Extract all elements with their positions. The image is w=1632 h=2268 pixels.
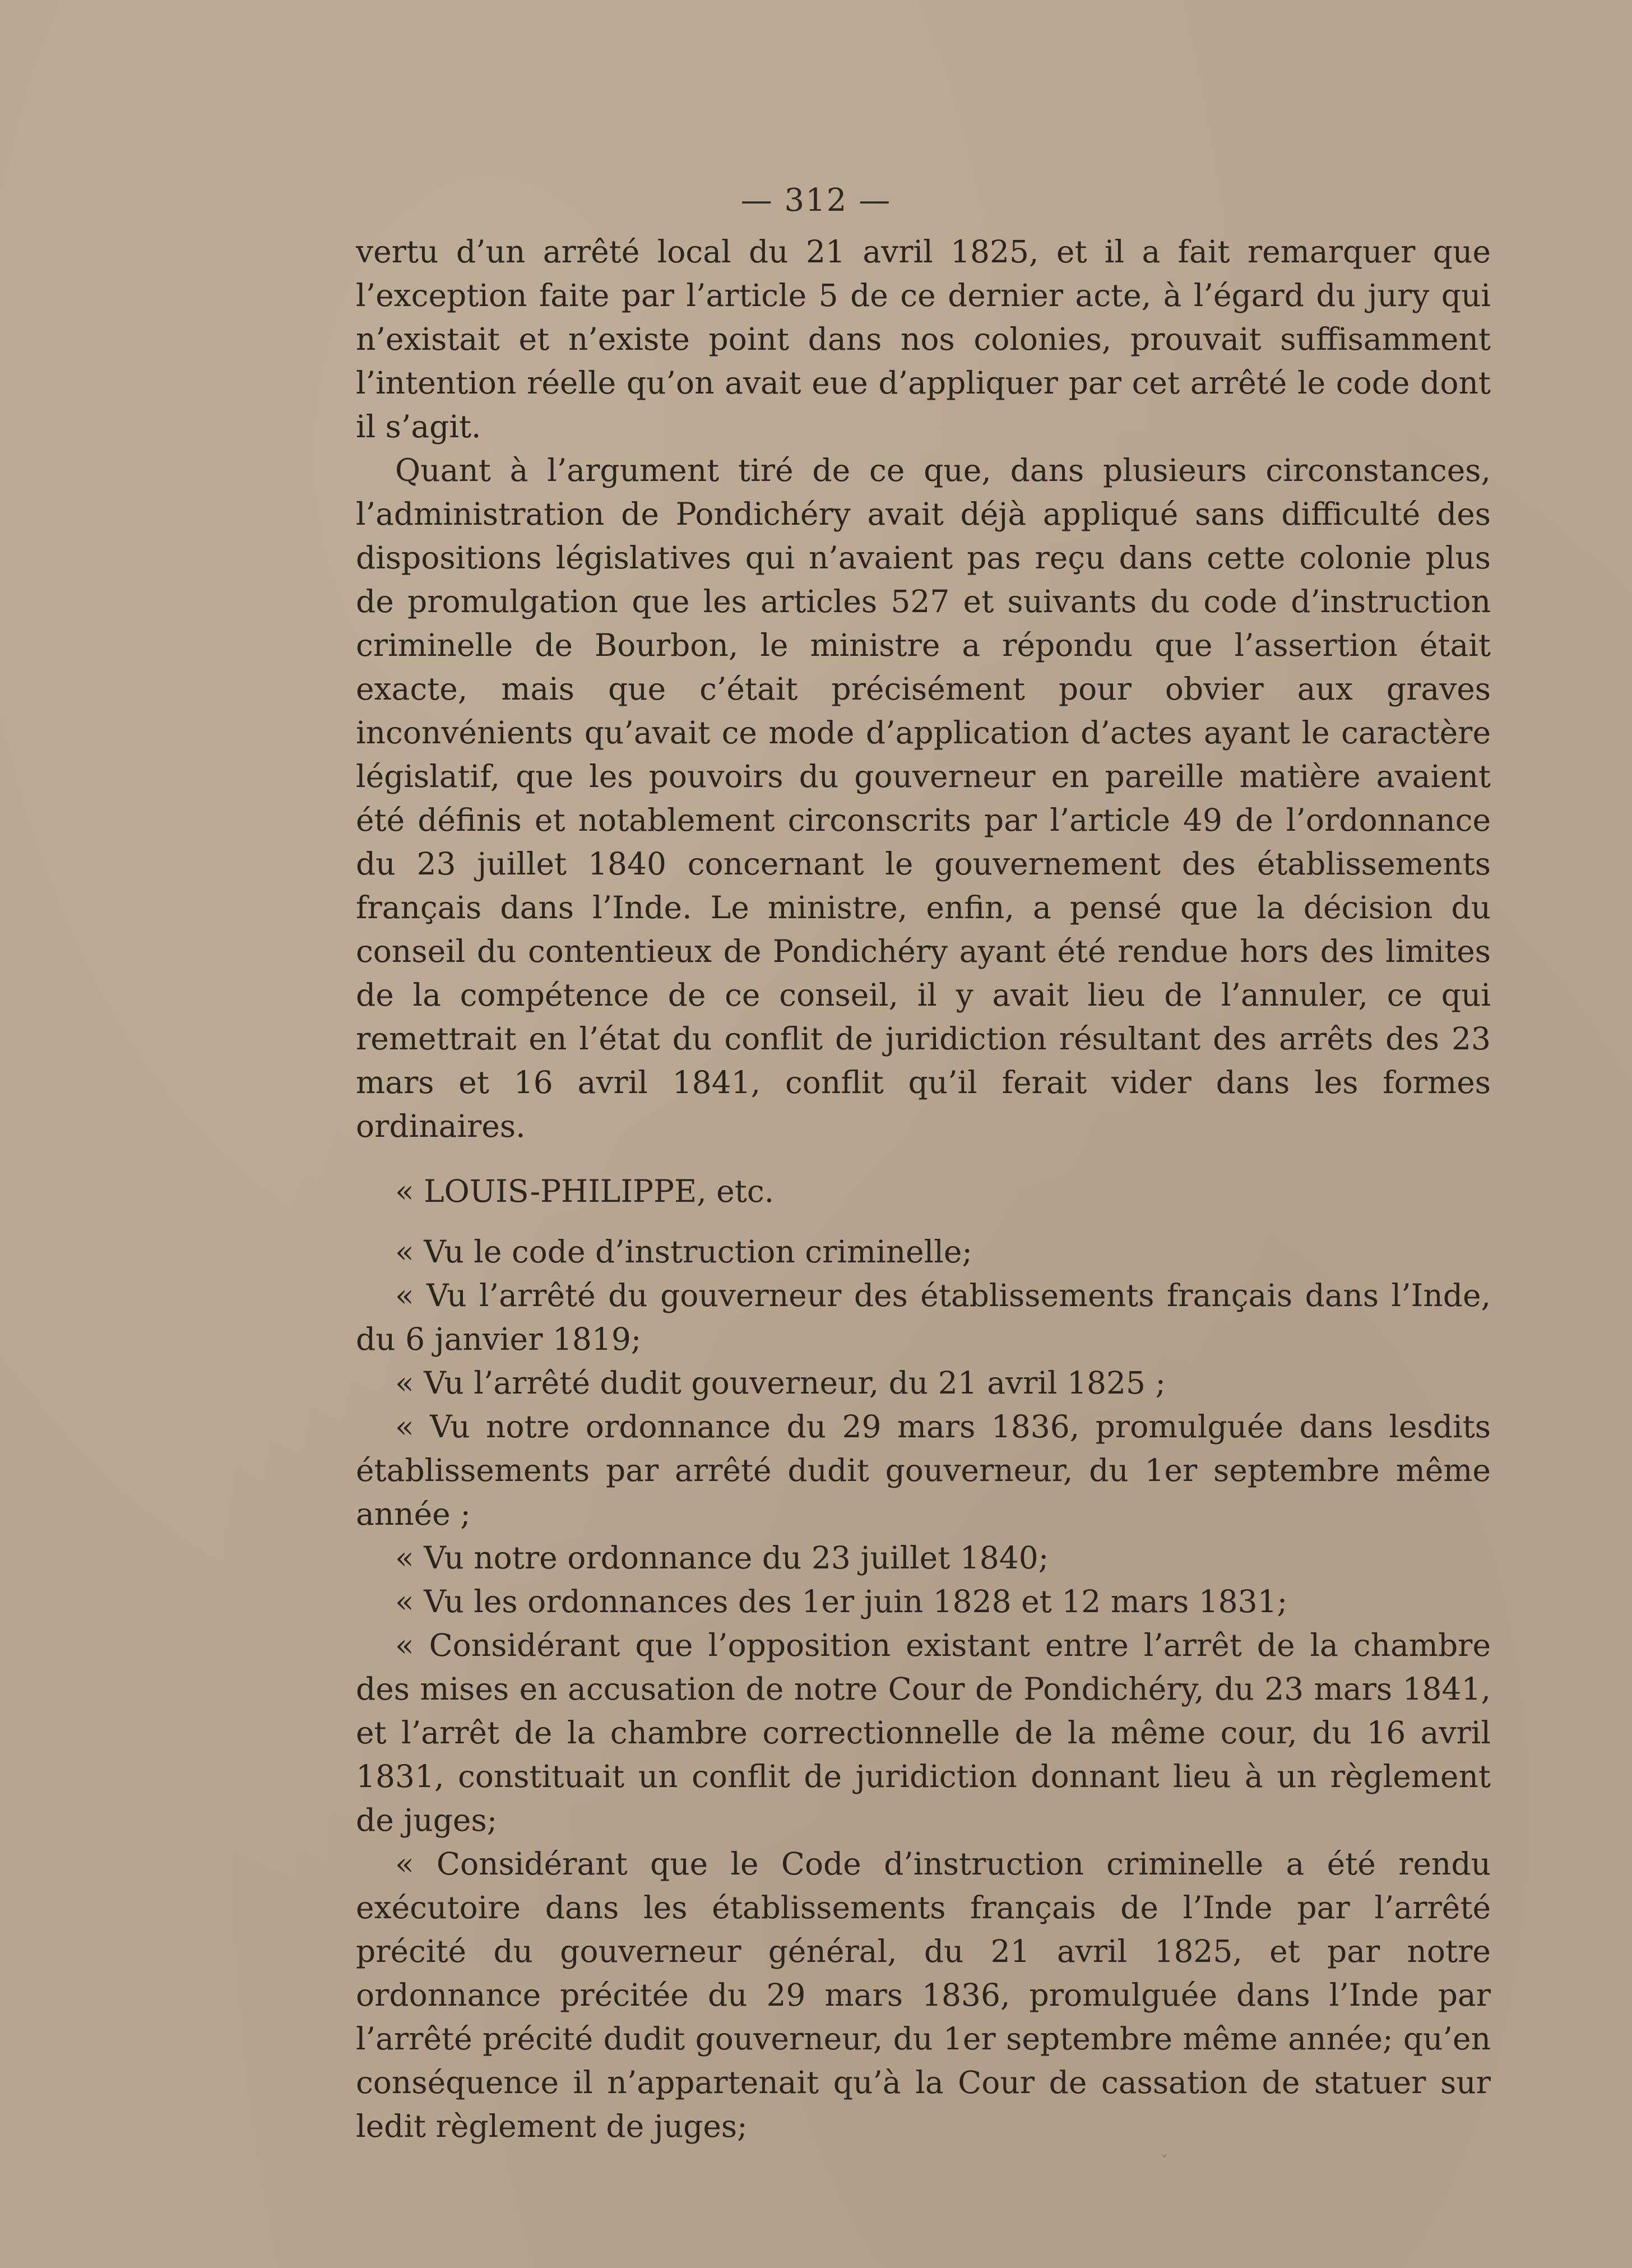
paragraph-argument: Quant à l’argument tiré de ce que, dans plusieurs circonstances, l’administration de Pondichéry avait déjà appliqué sans difficulté des dispositions législatives qui n’avaient pas reçu dans cette colonie plus de promulgation que les articles 527 et suivants du code d’instruction criminelle de Bourbon, le ministre a répondu que l’assertion était exacte, mais que c’était précisément pour obvier aux graves inconvénients qu’avait ce mode d’application d’actes ayant le caractère législatif, que les pouvoirs du gouverneur en pareille matière avaient été définis et notablement circonscrits par l’article 49 de l’ordonnance du 23 juillet 1840 concernant le gouvernement des établissements français dans l’Inde. Le ministre, enfin, a pensé que la décision du conseil du contentieux de Pondichéry ayant été rendue hors des limites de la compétence de ce conseil, il y avait lieu de l’annuler, ce qui remettrait en l’état du conflit de juridiction résultant des arrêts des 23 mars et 16 avril 1841, conflit qu’il ferait vider dans les formes ordinaires. [356, 452, 1491, 1144]
considerant-competence: « Considérant que le Code d’instruction criminelle a été rendu exécutoire dans les établissements français de l’Inde par l’arrêté précité du gouverneur général, du 21 avril 1825, et par notre ordonnance précitée du 29 mars 1836, promulguée dans l’Inde par l’arrêté précité dudit gouverneur, du 1er septembre même année; qu’en conséquence il n’appartenait qu’à la Cour de cassation de statuer sur ledit règlement de juges; [356, 1846, 1491, 2144]
visa-ordonnances-1828-1831: « Vu les ordonnances des 1er juin 1828 et 12 mars 1831; [395, 1584, 1288, 1619]
visa-arrete-1825: « Vu l’arrêté dudit gouverneur, du 21 avril 1825 ; [395, 1365, 1166, 1401]
visa-ordonnance-1840: « Vu notre ordonnance du 23 juillet 1840; [395, 1540, 1049, 1576]
page-number: — 312 — [740, 182, 892, 219]
visa-arrete-1819: « Vu l’arrêté du gouverneur des établissements français dans l’Inde, du 6 janvier 1819; [356, 1278, 1491, 1357]
paper-mark: ˇ [1160, 2153, 1169, 2172]
paragraph-continuation: vertu d’un arrêté local du 21 avril 1825, et il a fait remarquer que l’exception faite par l’article 5 de ce dernier acte, à l’égard du jury qui n’existait et n’existe point dans nos colonies, prouvait suffisamment l’intention réelle qu’on avait eue d’appliquer par cet arrêté le code dont il s’agit. [356, 234, 1491, 445]
visa-ordonnance-1836: « Vu notre ordonnance du 29 mars 1836, promulguée dans lesdits établissements par arrêté dudit gouverneur, du 1er septembre même année ; [356, 1409, 1491, 1532]
body-text [356, 230, 1491, 2148]
ordinance-heading: « LOUIS-PHILIPPE, etc. [395, 1173, 775, 1209]
considerant-conflit: « Considérant que l’opposition existant entre l’arrêt de la chambre des mises en accusation de notre Cour de Pondichéry, du 23 mars 1841, et l’arrêt de la chambre correctionnelle de la même cour, du 16 avril 1831, constituait un conflit de juridiction donnant lieu à un règlement de juges; [356, 1627, 1491, 1838]
visa-code: « Vu le code d’instruction criminelle; [395, 1234, 972, 1270]
